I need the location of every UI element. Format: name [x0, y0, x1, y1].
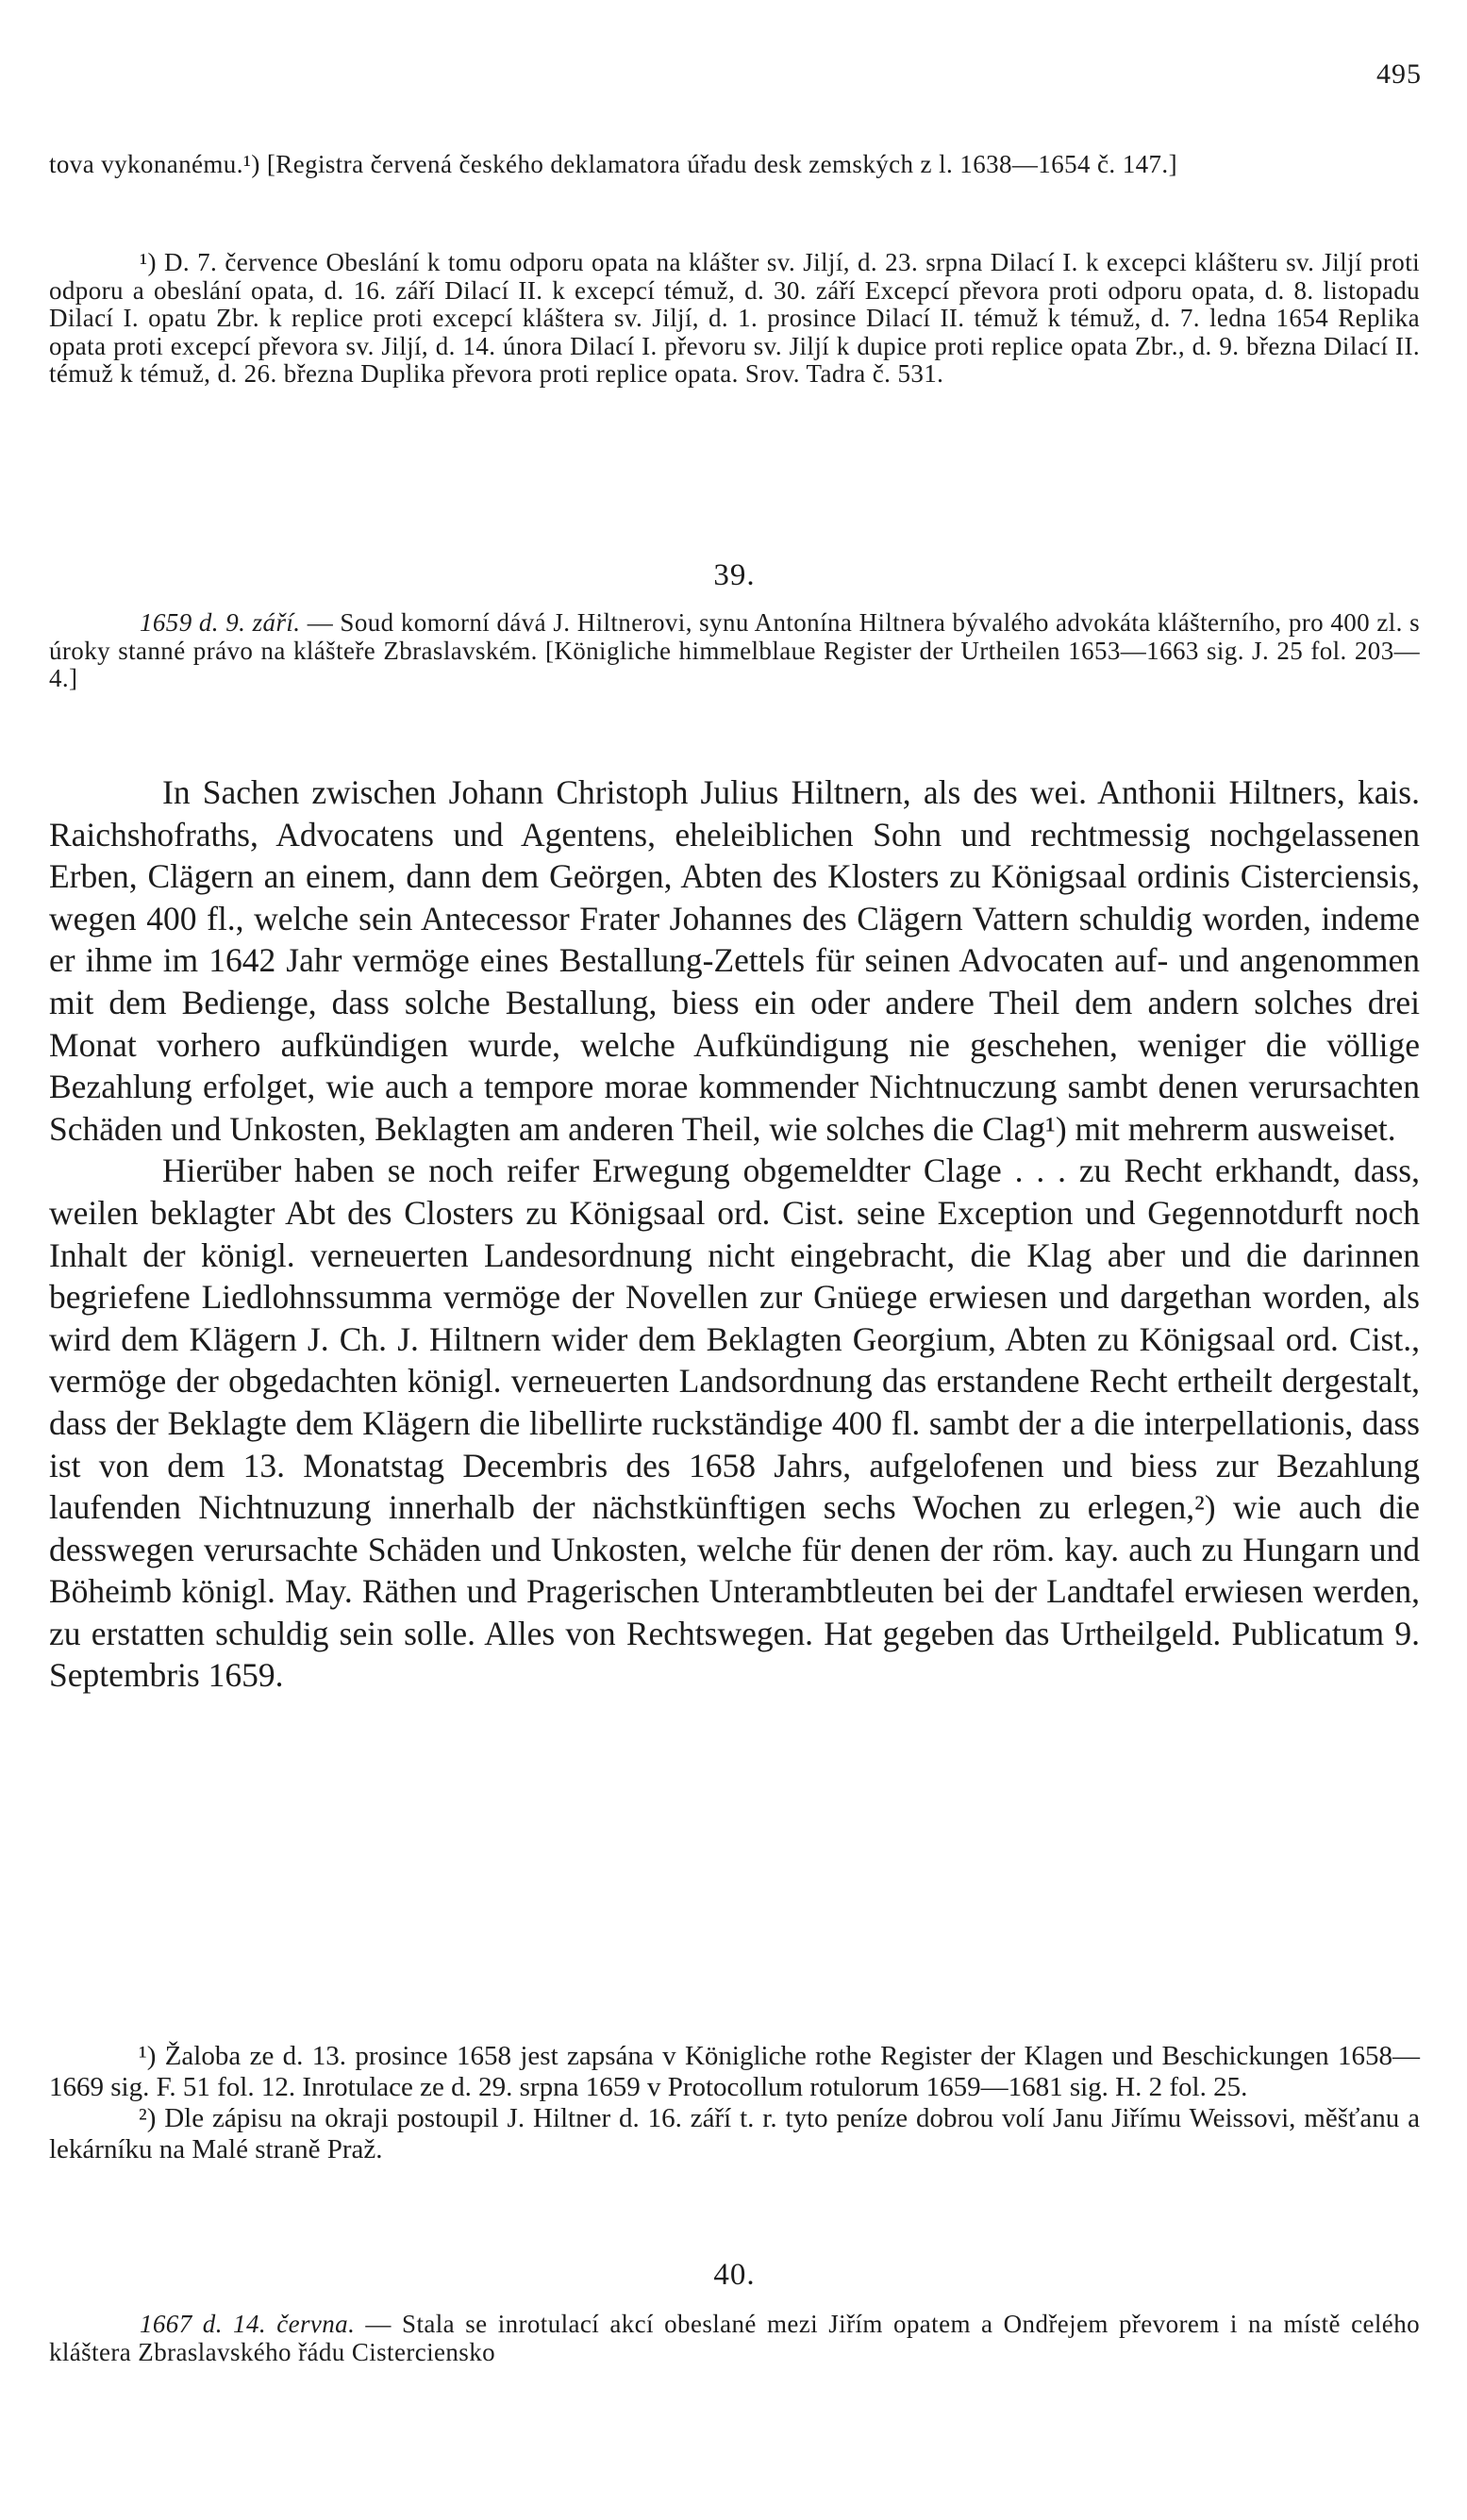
section-40-summary-text: — Stala se inrotulací akcí obeslané mezi Jiřím opatem a Ondřejem převorem i na místě celého kláštera Zbraslavského řádu Cisterciensko — [49, 2310, 1420, 2366]
section-39-footnote-1: ¹) Žaloba ze d. 13. prosince 1658 jest zapsána v Königliche rothe Register der Klagen und Beschickungen 1658—1669 sig. F. 51 fol. 12. Inrotulace ze d. 29. srpna 1659 v Protocollum rotulorum 1659—1681 sig. H. 2 fol. 25. — [49, 2041, 1420, 2102]
page-number: 495 — [1376, 58, 1422, 90]
section-39-summary-text: — Soud komorní dává J. Hiltnerovi, synu Antonína Hiltnera bývalého advokáta klášterního, pro 400 zl. s úroky stanné právo na klášteře Zbraslavském. [Königliche himmelblaue Register der Urtheilen 1653—1663 sig. J. 25 fol. 203—4.] — [49, 608, 1420, 693]
section-39-number: 39. — [713, 558, 756, 592]
section-39-footnote-2: ²) Dle zápisu na okraji postoupil J. Hiltner d. 16. září t. r. tyto peníze dobrou volí Janu Jiřímu Weissovi, měšťanu a lekárníku na Malé straně Praž. — [49, 2103, 1420, 2164]
section-40-summary-block — [49, 2311, 1420, 2366]
section-39-footnotes — [49, 2041, 1420, 2165]
section-39-summary — [49, 609, 1420, 693]
section-40-summary — [49, 2311, 1420, 2366]
section-39-text-1: In Sachen zwischen Johann Christoph Julius Hiltnern, als des wei. Anthonii Hiltners, kais. Raichshofraths, Advocatens und Agentens, eheleiblichen Sohn und rechtmessig nochgelassenen Erben, Clägern an einem, dann dem Geörgen, Abten des Klosters zu Königsaal ordinis Cisterciensis, wegen 400 fl., welche sein Antecessor Frater Johannes des Clägern Vattern schuldig worden, indeme er ihme im 1642 Jahr vermöge eines Bestallung-Zettels für seinen Advocaten auf- und angenommen mit dem Bedienge, dass solche Bestallung, biess ein oder andere Theil dem andern solches drei Monat vorhero aufkündigen wurde, welche Aufkündigung nie geschehen, weniger die völlige Bezahlung erfolget, wie auch a tempore morae kommender Nichtnuczung sambt denen verursachten Schäden und Unkosten, Beklagten am anderen Theil, wie solches die Clag¹) mit mehrerm ausweiset. — [49, 773, 1420, 1148]
section-40-number: 40. — [713, 2258, 756, 2292]
section-39-summary-block — [49, 609, 1420, 693]
top-paragraph: tova vykonanému.¹) [Registra červená českého deklamatora úřadu desk zemských z l. 1638—1654 č. 147.] — [49, 150, 1177, 178]
footnote-top-block — [49, 249, 1420, 389]
section-39-text-2: Hierüber haben se noch reifer Erwegung obgemeldter Clage . . . zu Recht erkhandt, dass, weilen beklagter Abt des Closters zu Königsaal ord. Cist. seine Exception und Gegennotdurft noch Inhalt der königl. verneuerten Landesordnung nicht eingebracht, die Klag aber und die darinnen begriefene Liedlohnssumma vermöge der Novellen zur Gnüege erwiesen und dargethan worden, als wird dem Klägern J. Ch. J. Hiltnern wider dem Beklagten Georgium, Abten zu Königsaal ord. Cist., vermöge der obgedachten königl. verneuerten Landsordnung das erstandene Recht ertheilt dergestalt, dass der Beklagte dem Klägern die libellirte ruckständige 400 fl. sambt der a die interpellationis, dass ist von dem 13. Monatstag Decembris des 1658 Jahrs, aufgelofenen und biess zur Bezahlung laufenden Nichtnuzung innerhalb der nächstkünftigen sechs Wochen zu erlegen,²) wie auch die desswegen verursachte Schäden und Unkosten, welche für denen der röm. kay. auch zu Hungarn und Böheimb königl. May. Räthen und Pragerischen Unterambtleuten bei der Landtafel erwiesen werden, zu erstatten schuldig sein solle. Alles von Rechtswegen. Hat gegeben das Urtheilgeld. Publicatum 9. Septembris 1659. — [49, 1152, 1420, 1695]
section-40-date: 1667 d. 14. června. — [140, 2310, 356, 2338]
section-39-text-block — [49, 771, 1420, 1697]
top-paragraph-block — [49, 151, 1420, 179]
section-39-date: 1659 d. 9. září. — [140, 608, 301, 637]
footnote-top: ¹) D. 7. července Obeslání k tomu odporu opata na klášter sv. Jiljí, d. 23. srpna Dilací I. k excepci klášteru sv. Jiljí proti odporu a obeslání opata, d. 16. září Dilací II. k excepcí témuž, d. 30. září Excepcí převora proti odporu opata, d. 8. listopadu Dilací I. opatu Zbr. k replice proti excepcí kláštera sv. Jiljí, d. 1. prosince Dilací II. témuž k témuž, d. 7. ledna 1654 Replika opata proti excepcí převora sv. Jiljí, d. 14. února Dilací I. převoru sv. Jiljí k dupice proti replice opata Zbr., d. 9. března Dilací II. témuž k témuž, d. 26. března Duplika převora proti replice opata. Srov. Tadra č. 531. — [49, 248, 1420, 389]
